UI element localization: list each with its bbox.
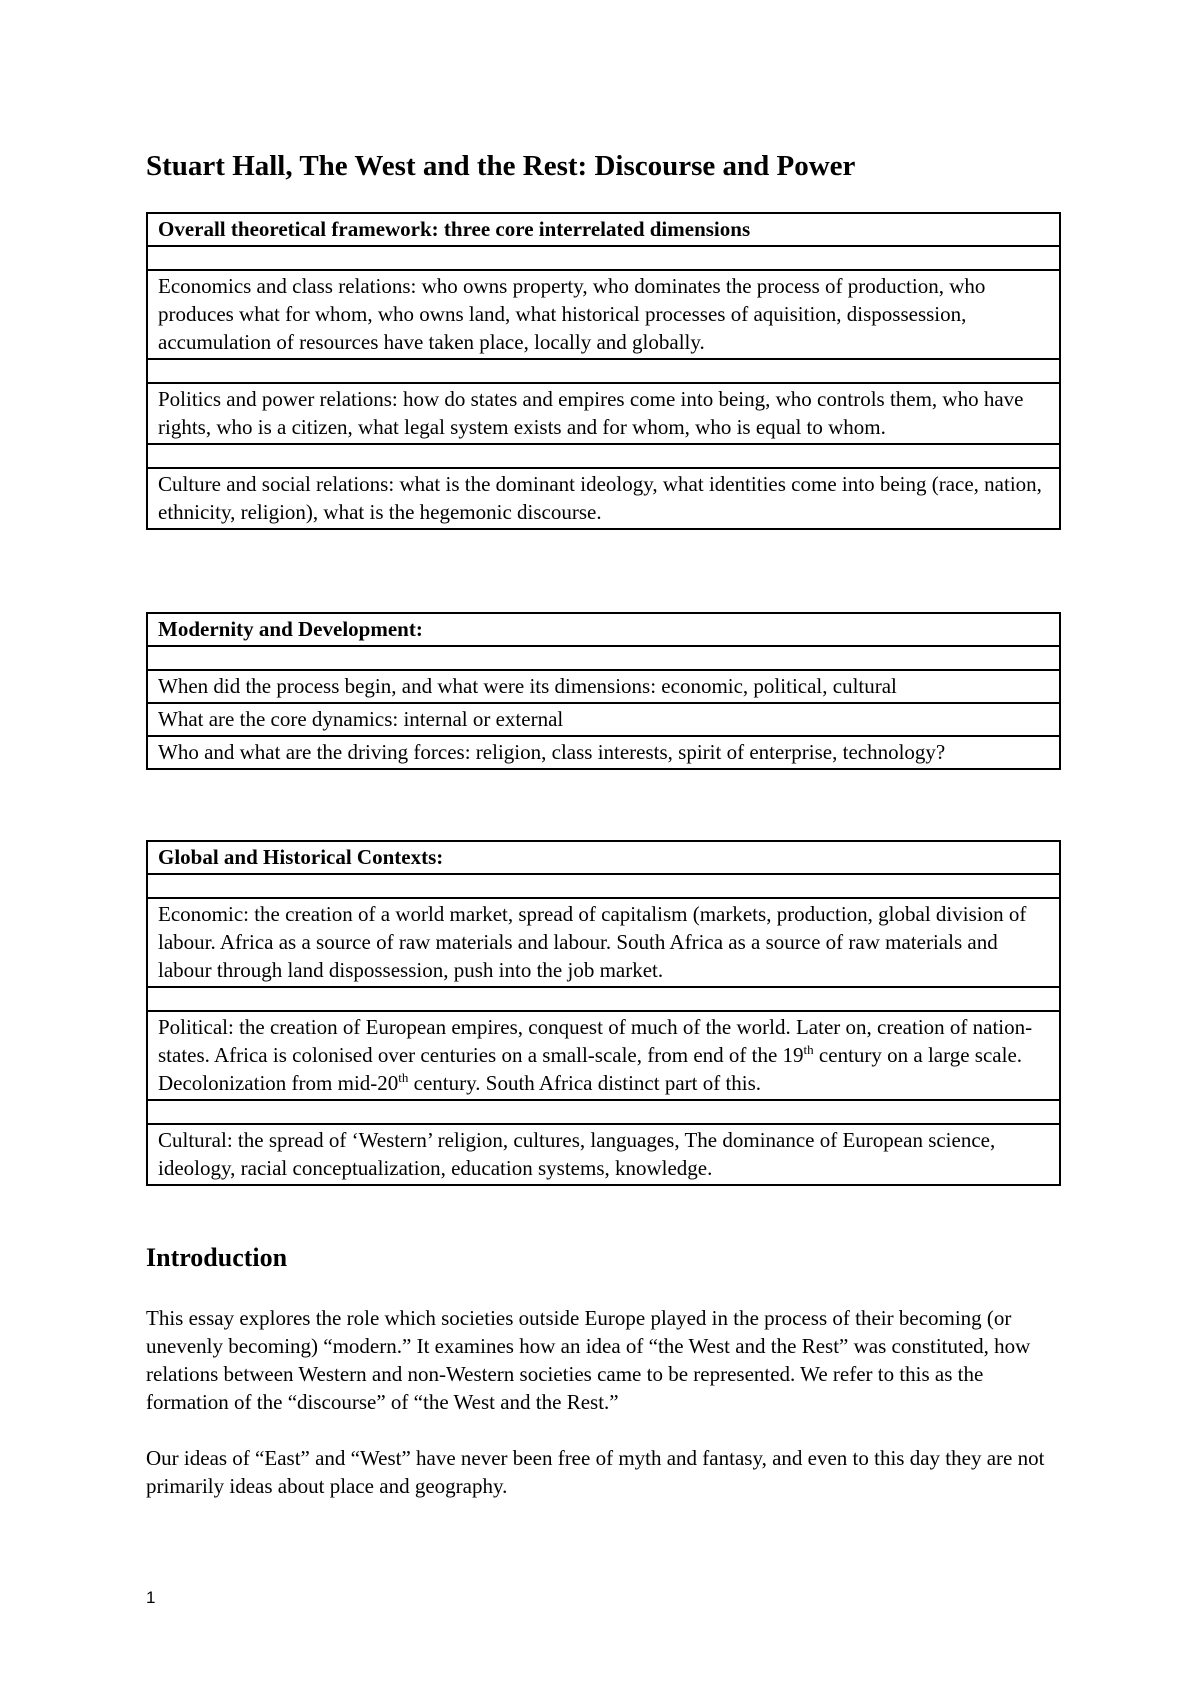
table-row (147, 898, 1060, 987)
modernity-table (146, 612, 1061, 770)
framework-politics-cell: Politics and power relations: how do states and empires come into being, who controls them, who have rights, who is a citizen, what legal system exists and for whom, who is equal to whom. (147, 383, 1060, 444)
framework-table (146, 212, 1061, 530)
ordinal-suffix: th (398, 1070, 409, 1085)
table-row (147, 1011, 1060, 1100)
blank-cell (147, 246, 1060, 270)
political-text-part: century on a large scale. Decolonization from mid-20 (158, 1043, 1023, 1095)
framework-culture-cell: Culture and social relations: what is the dominant ideology, what identities come into being (race, nation, ethnicity, religion), what is the hegemonic discourse. (147, 468, 1060, 529)
blank-cell (147, 444, 1060, 468)
blank-cell (147, 359, 1060, 383)
table-row-blank (147, 874, 1060, 898)
table-row-blank (147, 987, 1060, 1011)
modernity-row-cell: When did the process begin, and what were its dimensions: economic, political, cultural (147, 670, 1060, 703)
framework-economics-cell: Economics and class relations: who owns property, who dominates the process of production, who produces what for whom, who owns land, what historical processes of aquisition, dispossession, accumulation of resources have taken place, locally and globally. (147, 270, 1060, 359)
ordinal-suffix: th (803, 1042, 814, 1057)
modernity-table-heading: Modernity and Development: (147, 613, 1060, 646)
table-row (147, 468, 1060, 529)
table-row (147, 736, 1060, 769)
table-row (147, 613, 1060, 646)
table-row (147, 383, 1060, 444)
modernity-row-cell: What are the core dynamics: internal or external (147, 703, 1060, 736)
blank-cell (147, 646, 1060, 670)
document-title: Stuart Hall, The West and the Rest: Discourse and Power (146, 150, 856, 182)
table-row-blank (147, 246, 1060, 270)
political-text-part: century. South Africa distinct part of this. (408, 1071, 762, 1095)
table-row-blank (147, 444, 1060, 468)
contexts-cultural-cell: Cultural: the spread of ‘Western’ religion, cultures, languages, The dominance of European science, ideology, racial conceptualization, education systems, knowledge. (147, 1124, 1060, 1185)
page-number: 1 (146, 1588, 156, 1607)
introduction-heading: Introduction (146, 1243, 288, 1272)
table-row (147, 1124, 1060, 1185)
modernity-row-cell: Who and what are the driving forces: religion, class interests, spirit of enterprise, technology? (147, 736, 1060, 769)
contexts-table (146, 840, 1061, 1186)
table-row (147, 670, 1060, 703)
table-row (147, 213, 1060, 246)
table-row (147, 703, 1060, 736)
introduction-paragraph: Our ideas of “East” and “West” have never been free of myth and fantasy, and even to this day they are not primarily ideas about place and geography. (146, 1446, 1045, 1498)
blank-cell (147, 987, 1060, 1011)
contexts-economic-cell: Economic: the creation of a world market, spread of capitalism (markets, production, global division of labour. Africa as a source of raw materials and labour. South Africa as a source of raw materials and labour through land dispossession, push into the job market. (147, 898, 1060, 987)
framework-table-heading: Overall theoretical framework: three core interrelated dimensions (147, 213, 1060, 246)
blank-cell (147, 1100, 1060, 1124)
table-row-blank (147, 646, 1060, 670)
table-row (147, 270, 1060, 359)
political-text-part: Political: the creation of European empires, conquest of much of the world. Later on, creation of nation-states. Africa is colonised over centuries on a small-scale, from end of the 19 (158, 1015, 1033, 1067)
blank-cell (147, 874, 1060, 898)
contexts-political-cell (147, 1011, 1060, 1100)
table-row-blank (147, 1100, 1060, 1124)
contexts-table-heading: Global and Historical Contexts: (147, 841, 1060, 874)
table-row-blank (147, 359, 1060, 383)
table-row (147, 841, 1060, 874)
introduction-paragraph: This essay explores the role which societies outside Europe played in the process of their becoming (or unevenly becoming) “modern.” It examines how an idea of “the West and the Rest” was constituted, how relations between Western and non-Western societies came to be represented. We refer to this as the formation of the “discourse” of “the West and the Rest.” (146, 1306, 1031, 1414)
